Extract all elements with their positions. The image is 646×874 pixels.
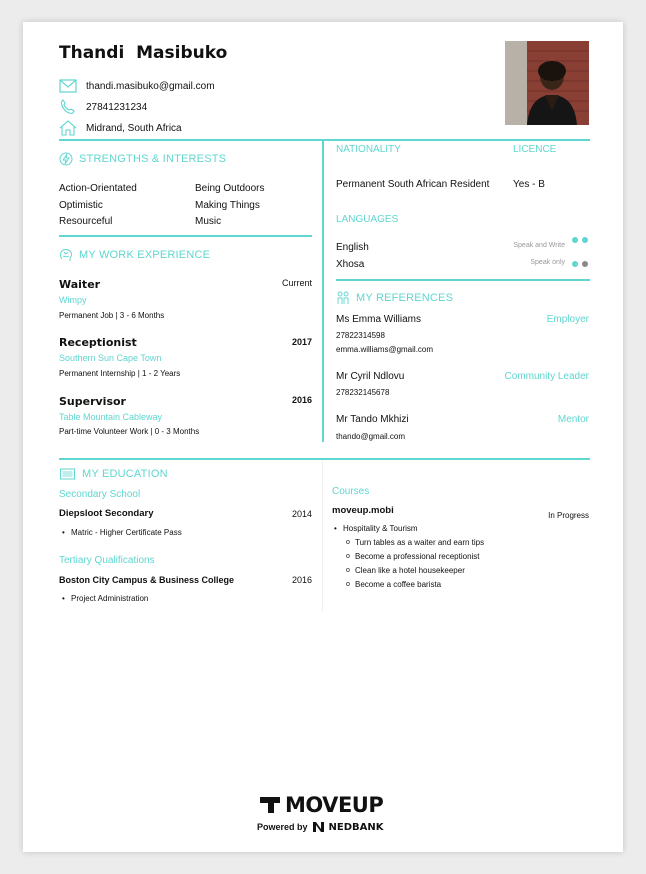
job-company: Wimpy <box>59 295 87 305</box>
licence-title: LICENCE <box>513 144 557 155</box>
contact-location <box>59 120 182 136</box>
tertiary-school: Boston City Campus & Business College <box>59 575 235 585</box>
work-title: MY WORK EXPERIENCE <box>79 249 211 261</box>
reference-email: thando@gmail.com <box>336 432 406 441</box>
secondary-year: 2014 <box>291 509 312 519</box>
job-role: Waiter <box>59 278 101 291</box>
language-level: Speak and Write <box>513 242 565 249</box>
powered-by-text: Powered by <box>257 822 308 832</box>
cv-page <box>23 22 623 852</box>
strengths-title: STRENGTHS & INTERESTS <box>79 153 227 165</box>
proficiency-dot <box>582 237 588 243</box>
proficiency-dot <box>572 261 578 267</box>
course-status: In Progress <box>548 511 589 520</box>
references-title: MY REFERENCES <box>356 292 454 304</box>
course-item: o Become a professional receptionist <box>355 552 480 561</box>
reference-relation: Mentor <box>557 414 589 425</box>
work-heading <box>59 248 210 262</box>
reference-phone: 27822314598 <box>336 331 385 340</box>
moveup-mark-icon <box>259 795 281 815</box>
secondary-school: Diepsloot Secondary <box>59 508 154 519</box>
course-item: o Clean like a hotel housekeeper <box>355 566 465 575</box>
references-heading <box>336 291 453 305</box>
job-company: Southern Sun Cape Town <box>59 353 162 363</box>
education-column-divider <box>322 460 323 612</box>
job-details: Permanent Internship | 1 - 2 Years <box>59 369 181 378</box>
nationality-value: Permanent South African Resident <box>336 179 490 190</box>
people-icon <box>336 291 350 305</box>
course-provider: moveup.mobi <box>332 505 394 516</box>
strengths-heading <box>59 152 226 166</box>
strength-item: Resourceful <box>59 216 113 227</box>
job-date: Current <box>281 278 312 288</box>
candidate-name <box>59 43 227 63</box>
location-text: Midrand, South Africa <box>86 122 182 134</box>
job-role: Receptionist <box>59 336 137 349</box>
secondary-label: Secondary School <box>59 489 141 500</box>
phone-text: 27841231234 <box>86 101 148 113</box>
email-text: thandi.masibuko@gmail.com <box>86 80 215 92</box>
education-divider <box>59 458 590 460</box>
tertiary-item: • Project Administration <box>71 594 148 603</box>
strength-item: Optimistic <box>59 199 103 211</box>
languages-divider <box>336 279 590 281</box>
lightning-icon <box>59 152 73 166</box>
job-details: Permanent Job | 3 - 6 Months <box>59 311 165 320</box>
home-icon <box>59 120 77 136</box>
nationality-title: NATIONALITY <box>336 144 401 155</box>
first-name: Thandi <box>59 43 125 63</box>
partner-name: NEDBANK <box>328 821 384 833</box>
language-level: Speak only <box>530 259 565 266</box>
reference-relation: Employer <box>546 314 589 325</box>
proficiency-dot <box>572 237 578 243</box>
reference-name: Mr Tando Mkhizi <box>336 414 409 425</box>
nedbank-logo-icon <box>312 821 325 833</box>
strengths-divider <box>59 235 312 237</box>
job-company: Table Mountain Cableway <box>59 412 163 422</box>
proficiency-dot <box>582 261 588 267</box>
interest-item: Music <box>195 216 222 227</box>
job-date: 2017 <box>291 337 312 347</box>
language-name: English <box>336 242 369 253</box>
column-divider <box>322 139 324 442</box>
languages-title: LANGUAGES <box>336 214 399 225</box>
licence-value: Yes - B <box>513 179 545 190</box>
reference-relation: Community Leader <box>504 371 589 382</box>
strength-item: Action-Orientated <box>59 183 137 194</box>
brand-name: MOVEUP <box>285 793 384 817</box>
education-title: MY EDUCATION <box>82 468 168 480</box>
brain-icon <box>59 248 73 262</box>
tertiary-label: Tertiary Qualifications <box>59 555 155 566</box>
contact-email <box>59 78 215 94</box>
phone-icon <box>59 99 77 115</box>
contact-phone <box>59 99 147 115</box>
moveup-logo <box>259 793 383 817</box>
secondary-item: • Matric - Higher Certificate Pass <box>71 528 182 537</box>
interest-item: Making Things <box>195 199 260 211</box>
powered-by <box>257 821 384 833</box>
header-divider <box>59 139 590 141</box>
course-topic: • Hospitality & Tourism <box>343 524 418 533</box>
course-item: o Become a coffee barista <box>355 580 441 589</box>
language-name: Xhosa <box>336 259 365 270</box>
certificate-icon <box>59 467 76 481</box>
tertiary-year: 2016 <box>291 575 312 585</box>
course-item: o Turn tables as a waiter and earn tips <box>355 538 484 547</box>
job-role: Supervisor <box>59 395 126 408</box>
envelope-icon <box>59 78 77 94</box>
education-heading <box>59 467 168 481</box>
interest-item: Being Outdoors <box>195 183 265 194</box>
job-details: Part-time Volunteer Work | 0 - 3 Months <box>59 427 200 436</box>
reference-name: Mr Cyril Ndlovu <box>336 371 405 382</box>
profile-photo <box>505 41 589 125</box>
reference-name: Ms Emma Williams <box>336 314 421 325</box>
job-date: 2016 <box>291 395 312 405</box>
reference-phone: 278232145678 <box>336 388 390 397</box>
last-name: Masibuko <box>136 43 228 63</box>
strengths-col1 <box>59 181 137 231</box>
courses-label: Courses <box>332 486 370 497</box>
strengths-col2 <box>195 181 265 231</box>
reference-email: emma.williams@gmail.com <box>336 345 434 354</box>
